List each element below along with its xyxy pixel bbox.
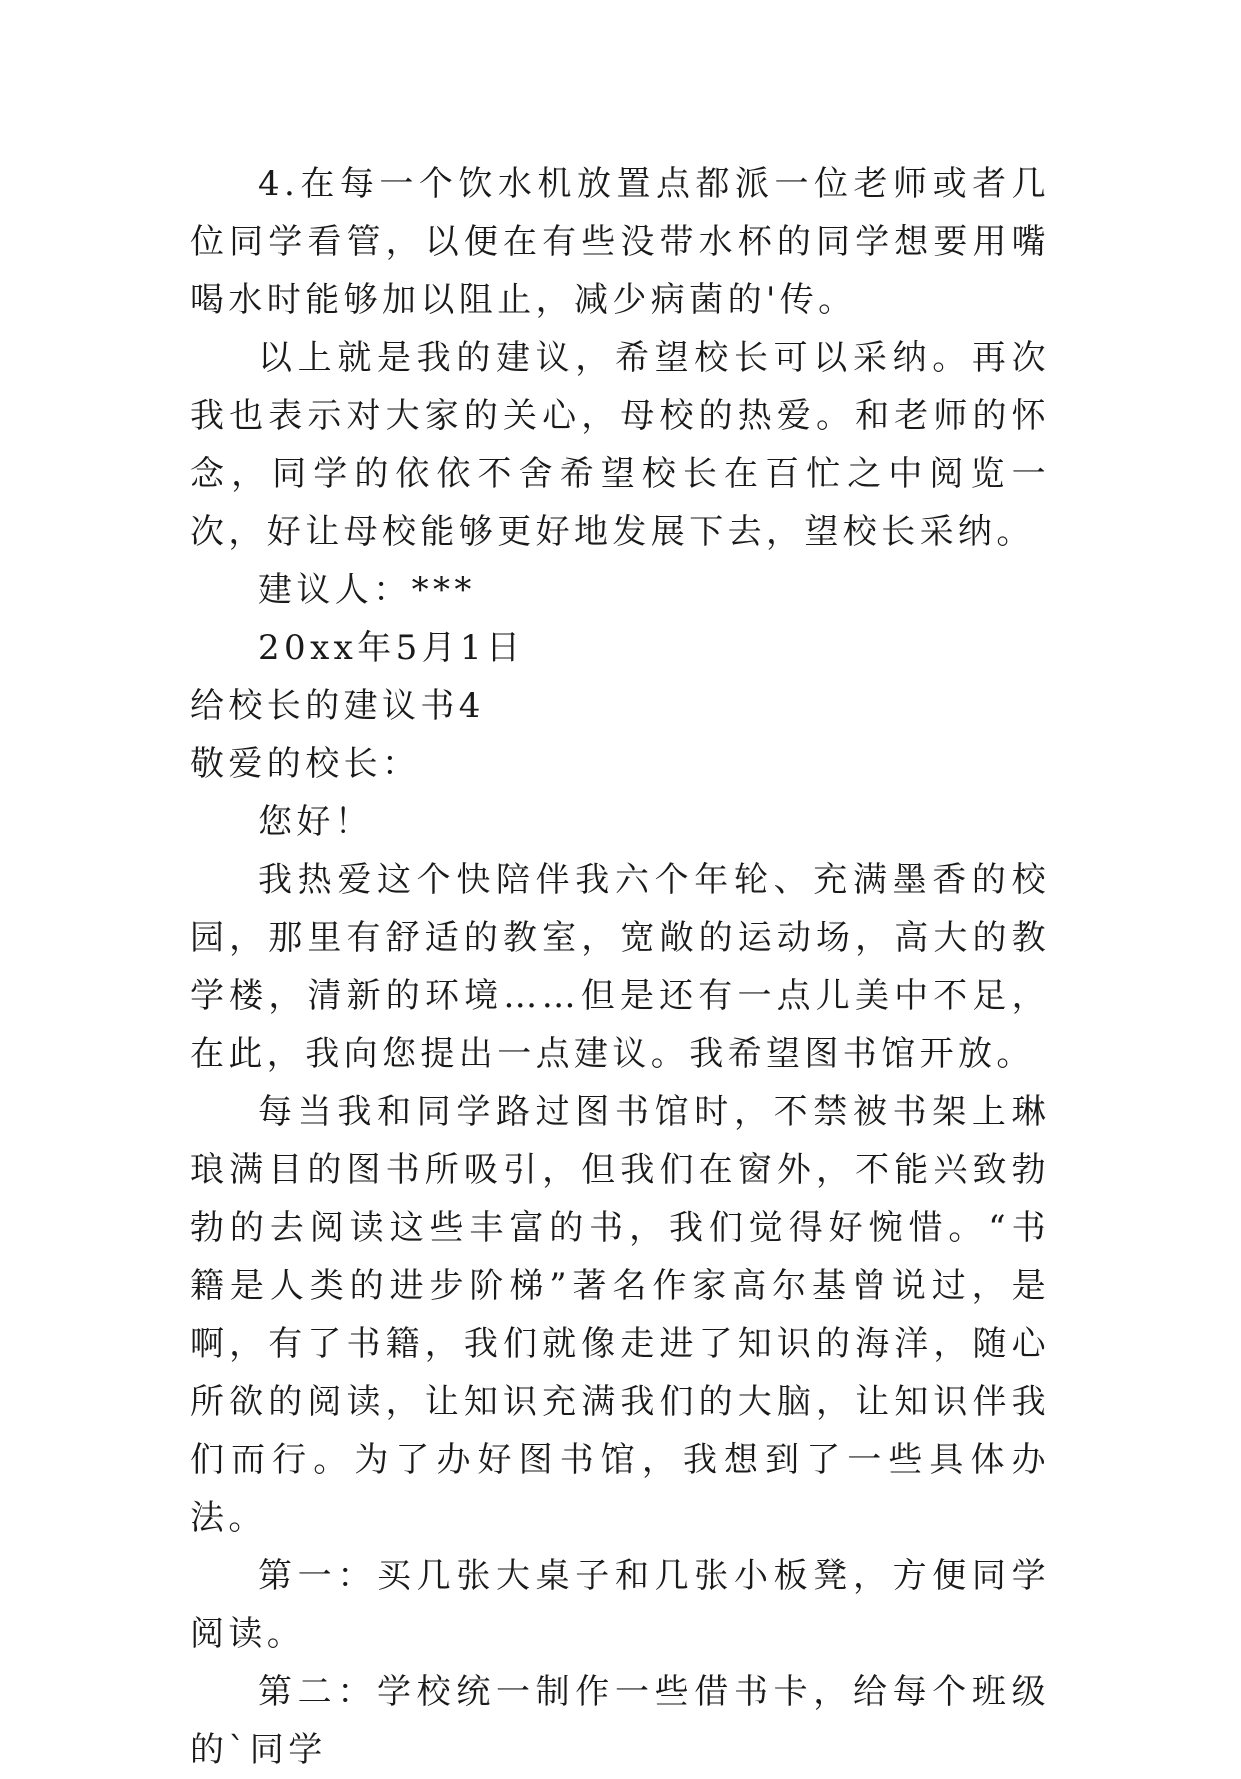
paragraph-intro: 我热爱这个快陪伴我六个年轮、充满墨香的校园，那里有舒适的教室，宽敞的运动场，高大的教学楼，清新的环境……但是还有一点儿美中不足，在此，我向您提出一点建议。我希望图书馆开放。 <box>190 860 1050 1074</box>
paragraph-suggestion-1: 第一：买几张大桌子和几张小板凳，方便同学阅读。 <box>190 1556 1050 1654</box>
section-title: 给校长的建议书4 <box>190 686 485 726</box>
paragraph-closing-remarks: 以上就是我的建议，希望校长可以采纳。再次我也表示对大家的关心，母校的热爱。和老师的怀念，同学的依依不舍希望校长在百忙之中阅览一次，好让母校能够更好地发展下去，望校长采纳。 <box>190 338 1050 552</box>
paragraph-suggestion-2: 第二：学校统一制作一些借书卡，给每个班级的`同学 <box>190 1672 1050 1770</box>
paragraph-item-4: 4.在每一个饮水机放置点都派一位老师或者几位同学看管，以便在有些没带水杯的同学想要用嘴喝水时能够加以阻止，减少病菌的'传。 <box>190 164 1050 320</box>
document-body <box>190 155 1050 1779</box>
greeting: 您好！ <box>258 802 374 842</box>
paragraph-library: 每当我和同学路过图书馆时，不禁被书架上琳琅满目的图书所吸引，但我们在窗外，不能兴致勃勃的去阅读这些丰富的书，我们觉得好惋惜。“书籍是人类的进步阶梯”著名作家高尔基曾说过，是啊，有了书籍，我们就像走进了知识的海洋，随心所欲的阅读，让知识充满我们的大脑，让知识伴我们而行。为了办好图书馆，我想到了一些具体办法。 <box>190 1092 1050 1538</box>
salutation: 敬爱的校长： <box>190 744 421 784</box>
date-line: 20xx年5月1日 <box>258 628 525 668</box>
proposer-signature: 建议人：*** <box>258 570 476 610</box>
